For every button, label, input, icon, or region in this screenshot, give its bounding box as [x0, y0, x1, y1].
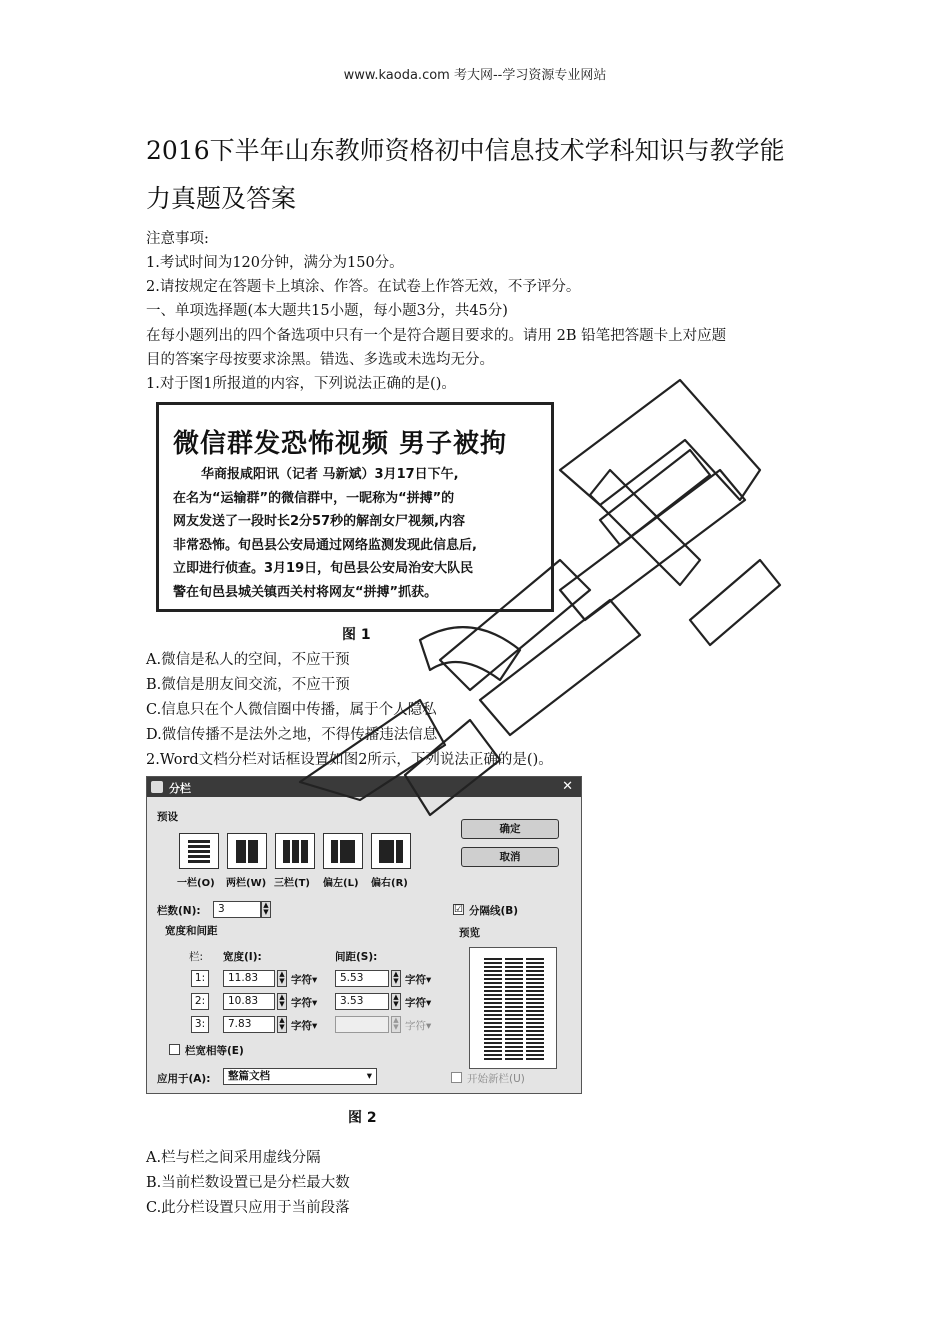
left-column-icon [324, 834, 362, 868]
watermark-stroke [420, 627, 520, 680]
columns-count-spinner[interactable]: ▲ ▼ [261, 901, 271, 918]
news-line-1: 华商报咸阳讯（记者 马新斌）3月17日下午, [201, 467, 459, 482]
separator-checkbox[interactable]: ☑ [454, 904, 463, 915]
spacing-spinner-3: ▲ ▼ [391, 1016, 401, 1033]
spacing-spinner-1[interactable]: ▲ ▼ [391, 970, 401, 987]
dialog-title-bar [147, 777, 581, 797]
width-input-2[interactable]: 10.83 [223, 993, 275, 1010]
three-columns-icon [276, 834, 314, 868]
section-heading: 一、单项选择题(本大题共15小题，每小题3分，共45分) [146, 303, 508, 319]
preview-column [505, 958, 523, 1060]
news-headline: 微信群发恐怖视频 男子被拘 [173, 429, 508, 459]
apply-to-select[interactable] [223, 1068, 377, 1085]
preset-three-columns[interactable] [275, 833, 315, 869]
width-unit-1[interactable]: 字符▾ [291, 974, 318, 986]
close-icon[interactable]: ✕ [562, 779, 573, 794]
notes-heading: 注意事项: [146, 231, 209, 247]
two-columns-icon [228, 834, 266, 868]
width-spinner-3[interactable]: ▲ ▼ [277, 1016, 287, 1033]
figure-1-caption: 图 1 [342, 627, 371, 643]
preview-box [469, 947, 557, 1069]
site-header: www.kaoda.com 考大网--学习资源专业网站 [343, 68, 607, 83]
separator-label: 分隔线(B) [469, 905, 519, 917]
section-instruction-2: 目的答案字母按要求涂黑。错选、多选或未选均无分。 [146, 352, 494, 368]
preset-two-label: 两栏(W) [226, 878, 267, 889]
preset-left-label: 偏左(L) [323, 878, 359, 889]
spacing-input-2[interactable]: 3.53 [335, 993, 389, 1010]
equal-width-label: 栏宽相等(E) [185, 1045, 244, 1057]
question-1-stem: 1.对于图1所报道的内容，下列说法正确的是()。 [146, 376, 456, 392]
cancel-button[interactable]: 取消 [461, 847, 559, 867]
news-body [173, 463, 545, 604]
preview-column [526, 958, 544, 1060]
preset-right-label: 偏右(R) [371, 878, 408, 889]
preview-label: 预览 [459, 927, 480, 939]
q1-option-d: D.微信传播不是法外之地，不得传播违法信息 [146, 727, 438, 743]
q1-option-a: A.微信是私人的空间，不应干预 [146, 652, 350, 668]
ok-button[interactable]: 确定 [461, 819, 559, 839]
width-spinner-1[interactable]: ▲ ▼ [277, 970, 287, 987]
preset-left[interactable] [323, 833, 363, 869]
presets-label: 预设 [157, 811, 178, 823]
preset-two-columns[interactable] [227, 833, 267, 869]
row-number: 1: [191, 970, 209, 987]
figure-2-caption: 图 2 [348, 1110, 377, 1126]
spacing-input-1[interactable]: 5.53 [335, 970, 389, 987]
row-number: 3: [191, 1016, 209, 1033]
one-column-icon [180, 834, 218, 868]
width-spacing-label: 宽度和间距 [165, 925, 218, 937]
note-1: 1.考试时间为120分钟，满分为150分。 [146, 255, 404, 271]
section-instruction-1: 在每小题列出的四个备选项中只有一个是符合题目要求的。请用 2B 铅笔把答题卡上对应题 [146, 328, 727, 344]
apply-to-value: 整篇文档 [228, 1070, 270, 1082]
width-header: 宽度(I): [223, 951, 262, 963]
width-spinner-2[interactable]: ▲ ▼ [277, 993, 287, 1010]
word-logo-icon [151, 781, 163, 793]
apply-to-label: 应用于(A): [157, 1073, 211, 1085]
news-line-6: 警在旬邑县城关镇西关村将网友“拼搏”抓获。 [173, 584, 438, 600]
width-unit-3[interactable]: 字符▾ [291, 1020, 318, 1032]
q1-option-c: C.信息只在个人微信圈中传播，属于个人隐私 [146, 702, 437, 718]
preset-three-label: 三栏(T) [274, 878, 310, 889]
doc-title-line2: 力真题及答案 [146, 184, 297, 213]
preset-right[interactable] [371, 833, 411, 869]
question-2-stem: 2.Word文档分栏对话框设置如图2所示，下列说法正确的是()。 [146, 752, 553, 768]
q2-option-a: A.栏与栏之间采用虚线分隔 [146, 1150, 321, 1166]
row-number: 2: [191, 993, 209, 1010]
figure-1-news-clipping [156, 402, 554, 612]
dialog-title: 分栏 [169, 782, 191, 795]
width-input-1[interactable]: 11.83 [223, 970, 275, 987]
column-header: 栏: [189, 951, 204, 963]
right-column-icon [372, 834, 410, 868]
columns-count-label: 栏数(N): [157, 905, 201, 917]
preset-one-label: 一栏(O) [177, 878, 215, 889]
new-column-checkbox[interactable] [451, 1072, 462, 1083]
width-unit-2[interactable]: 字符▾ [291, 997, 318, 1009]
watermark-stroke [690, 560, 780, 645]
figure-2-columns-dialog [146, 776, 582, 1094]
news-line-5: 立即进行侦查。3月19日，旬邑县公安局治安大队民 [173, 561, 474, 576]
news-line-3: 网友发送了一段时长2分57秒的解剖女尸视频,内容 [173, 514, 466, 529]
q2-option-c: C.此分栏设置只应用于当前段落 [146, 1200, 350, 1216]
new-column-label: 开始新栏(U) [467, 1073, 525, 1085]
note-2: 2.请按规定在答题卡上填涂、作答。在试卷上作答无效，不予评分。 [146, 279, 581, 295]
watermark-stroke [590, 470, 700, 585]
spacing-unit-1[interactable]: 字符▾ [405, 974, 432, 986]
watermark-stroke [600, 450, 710, 545]
news-line-4: 非常恐怖。旬邑县公安局通过网络监测发现此信息后, [173, 537, 477, 553]
width-input-3[interactable]: 7.83 [223, 1016, 275, 1033]
q1-option-b: B.微信是朋友间交流，不应干预 [146, 677, 350, 693]
doc-title-line1: 2016下半年山东教师资格初中信息技术学科知识与教学能 [146, 136, 785, 165]
news-line-2: 在名为“运输群”的微信群中，一昵称为“拼搏”的 [173, 490, 455, 506]
spacing-unit-3: 字符▾ [405, 1020, 432, 1032]
spacing-unit-2[interactable]: 字符▾ [405, 997, 432, 1009]
preset-one-column[interactable] [179, 833, 219, 869]
watermark-stroke [560, 470, 745, 620]
q2-option-b: B.当前栏数设置已是分栏最大数 [146, 1175, 350, 1191]
equal-width-checkbox[interactable] [169, 1044, 180, 1055]
spacing-header: 间距(S): [335, 951, 378, 963]
preview-column [484, 958, 502, 1060]
chevron-down-icon: ▾ [366, 1070, 372, 1082]
columns-count-input[interactable]: 3 [213, 901, 261, 918]
spacing-spinner-2[interactable]: ▲ ▼ [391, 993, 401, 1010]
watermark-stroke [480, 600, 640, 735]
watermark-stroke [560, 380, 760, 505]
spacing-input-3 [335, 1016, 389, 1033]
